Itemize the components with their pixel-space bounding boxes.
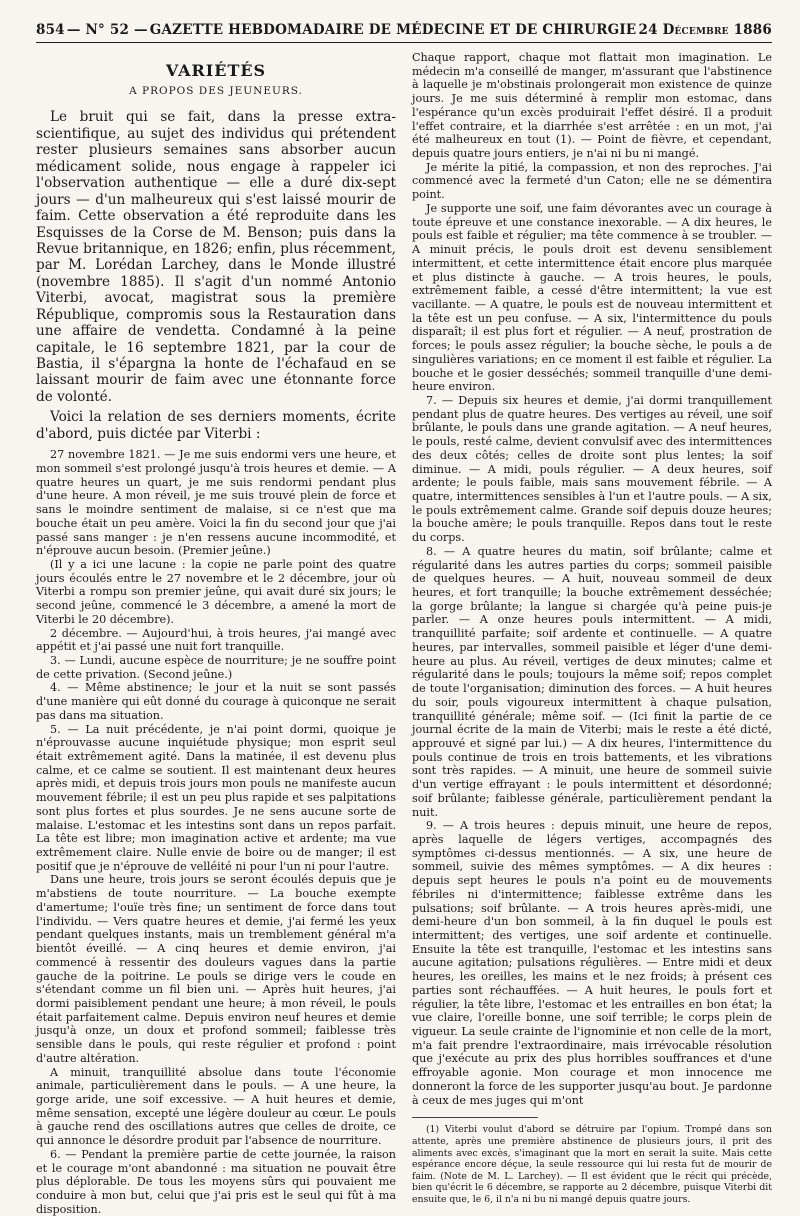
journal-entry: Chaque rapport, chaque mot flattait mon imagination. Le médecin m'a conseillé de manger, m'assurant que l'abstinence à laquelle je m'obstinais prolongerait mon existence de quinze jours. Je me suis déterminé à remplir mon estomac, dans l'espérance qu'un excès produirait l'effet désiré. Il a produit l'effet contraire, et la diarrhée s'est arrêtée : en un mot, j'ai été malheureux en tout (1). — Point de fièvre, et cependant, depuis quatre jours entiers, je n'ai ni bu ni mangé. [412,51,772,161]
footnote [412,1124,772,1205]
journal-entry: Je supporte une soif, une faim dévorantes avec un courage à toute épreuve et une constance inexorable. — A dix heures, le pouls est faible et régulier; ma tête commence à se troubler. — A minuit précis, le pouls droit est devenu sensiblement intermittent, et cette intermittence était encore plus marquée et plus distincte à gauche. — A trois heures, le pouls, extrêmement faible, a cessé d'être intermittent; la vue est vacillante. — A quatre, le pouls est de nouveau intermittent et la tête est un peu confuse. — A six, l'intermittence du pouls disparaît; il est plus fort et régulier. — A neuf, prostration de forces; le pouls assez régulier; la bouche sèche, le pouls a de singulières variations; en ce moment il est faible et régulier. La bouche et le gosier desséchés; sommeil tranquille d'une demi-heure environ. [412,201,772,394]
journal-entry: 8. — A quatre heures du matin, soif brûlante; calme et régularité dans les autres parties du corps; sommeil paisible de quelques heures. — A huit, nouveau sommeil de deux heures, et fort tranquille; la bouche extrêmement desséchée; la gorge brûlante; la langue si chargée qu'à peine puis-je parler. — A onze heures pouls intermittent. — A midi, tranquillité parfaite; soif ardente et continuelle. — A quatre heures, par intervalles, sommeil paisible et léger d'une demi-heure au plus. Au réveil, vertiges de deux minutes; calme et régularité dans le pouls; toujours la même soif; repos complet de toute l'organisation; diminution des forces. — A huit heures du soir, pouls vigoureux intermittent à chaque pulsation, tranquillité générale; même soif. — (Ici finit la partie de ce journal écrite de la main de Viterbi; mais le reste a été dicté, approuvé et signé par lui.) — A dix heures, l'intermittence du pouls continue de trois en trois battements, et les vibrations sont très rapides. — A minuit, une heure de sommeil suivie d'un vertige effrayant : le pouls intermittent et désordonné; soif brûlante; faiblesse générale, particulièrement pendant la nuit. [412,544,772,819]
left-column [36,51,396,1216]
footnote-divider [412,1117,538,1118]
journal-entry: 2 décembre. — Aujourd'hui, à trois heures, j'ai mangé avec appétit et j'ai passé une nuit fort tranquille. [36,626,396,654]
right-column [412,51,772,1205]
article-subtitle: A PROPOS DES JEUNEURS. [129,84,303,97]
journal-entry: Dans une heure, trois jours se seront écoulés depuis que je m'abstiens de toute nourriture. — La bouche exempte d'amertume; l'ouïe très fine; un sentiment de force dans tout l'individu. — Vers quatre heures et demie, j'ai fermé les yeux pendant quelques instants, mais un tremblement général m'a bientôt éveillé. — A cinq heures et demie environ, j'ai commencé à ressentir des douleurs vagues dans la partie gauche de la poitrine. Le pouls se dirige vers le coude en s'étendant comme un fil bien uni. — Après huit heures, j'ai dormi paisiblement pendant une heure; à mon réveil, le pouls était parfaitement calme. Depuis environ neuf heures et demie jusqu'à onze, un doux et profond sommeil; faiblesse très sensible dans le pouls, qui reste régulier et profond : point d'autre altération. [36,873,396,1065]
journal-entry: 5. — La nuit précédente, je n'ai point dormi, quoique je n'éprouvasse aucune inquiétude physique; mon esprit seul était extrêmement agité. Dans la matinée, il est devenu plus calme, et ce calme se soutient. Il est maintenant deux heures après midi, et depuis trois jours mon pouls ne manifeste aucun mouvement fébrile; il est un peu plus rapide et ses palpitations sont plus fortes et plus sourdes. Je ne sens aucune sorte de malaise. L'estomac et les intestins sont dans un repos parfait. La tête est libre; mon imagination active et ardente; ma vue extrêmement claire. Nulle envie de boire ou de manger; il est positif que je n'éprouve de velléité ni pour l'un ni pour l'autre. [36,722,396,873]
journal-entry: 4. — Même abstinence; le jour et la nuit se sont passés d'une manière qui eût donné du courage à quiconque ne serait pas dans ma situation. [36,681,396,722]
journal-entries-right [412,51,772,1107]
journal-entry: (Il y a ici une lacune : la copie ne parle point des quatre jours écoulés entre le 27 novembre et le 2 décembre, jour où Viterbi a rompu son premier jeûne, qui avait duré six jours; le second jeûne, commencé le 3 décembre, a amené la mort de Viterbi le 20 décembre). [36,557,396,626]
footnote-text: (1) Viterbi voulut d'abord se détruire par l'opium. Trompé dans son attente, après une première abstinence de plusieurs jours, il prit des aliments avec excès, s'imaginant que la mort en serait la suite. Mais cette espérance encore déçue, la seule ressource qui lui resta fut de mourir de faim. (Note de M. L. Larchey). — Il est évident que le récit qui précède, bien qu'écrit le 6 décembre, se rapporte au 2 décembre, puisque Viterbi dit ensuite que, le 6, il n'a ni bu ni mangé depuis quatre jours. [412,1124,772,1205]
journal-entry: 9. — A trois heures : depuis minuit, une heure de repos, après laquelle de légers vertiges, accompagnés des symptômes ci-dessus mentionnés. — A six, une heure de sommeil, suivie des mêmes symptômes. — A dix heures : depuis sept heures le pouls n'a point eu de mouvements fébriles ni d'intermittence; faiblesse extrême dans les pulsations; soif brûlante. — A trois heures après-midi, une demi-heure d'un bon sommeil, à la fin duquel le pouls est intermittent; des vertiges, une soif ardente et continuelle. Ensuite la tête est tranquille, l'estomac et les intestins sans aucune agitation; pulsations régulières. — Entre midi et deux heures, les oreilles, les mains et le nez froids; à présent ces parties sont réchauffées. — A huit heures, le pouls fort et régulier, la tête libre, l'estomac et les entrailles en bon état; la vue claire, l'oreille bonne, une soif terrible; le corps plein de vigueur. La seule crainte de l'ignominie et non celle de la mort, m'a fait prendre l'extraordinaire, mais irrévocable résolution que j'exécute au prix des plus horribles souffrances et d'une effroyable agonie. Mon courage et mon innocence me donneront la force de les supporter jusqu'au bout. Je pardonne à ceux de mes juges qui m'ont [412,819,772,1107]
journal-entries-left [36,448,396,1216]
intro-paragraph: Voici la relation de ses derniers moments, écrite d'abord, puis dictée par Viterbi : [36,409,396,442]
article-intro [36,109,396,442]
issue-date: 24 Décembre 1886 [638,22,772,38]
journal-entry: 27 novembre 1821. — Je me suis endormi vers une heure, et mon sommeil s'est prolongé jusqu'à trois heures et demie. — A quatre heures un quart, je me suis rendormi pendant plus d'une heure. A mon réveil, je me suis trouvé plein de force et sans le moindre sentiment de malaise, si ce n'est que ma bouche était un peu amère. Voici la fin du second jour que j'ai passé sans manger : je n'en ressens aucune incommodité, et n'éprouve aucun besoin. (Premier jeûne.) [36,448,396,558]
journal-title: GAZETTE HEBDOMADAIRE DE MÉDECINE ET DE CHIRURGIE [149,22,637,38]
issue-number: — N° 52 — [66,22,148,38]
journal-entry: Je mérite la pitié, la compassion, et non des reproches. J'ai commencé avec la fermeté d'un Caton; elle ne se démentira point. [412,160,772,202]
intro-paragraph: Le bruit qui se fait, dans la presse extra-scientifique, au sujet des individus qui prétendent rester plusieurs semaines sans absorber aucun médicament solide, nous engage à rappeler ici l'observation authentique — elle a duré dix-sept jours — d'un malheureux qui s'est laissé mourir de faim. Cette observation a été reproduite dans les Esquisses de la Corse de M. Benson; puis dans la Revue britannique, en 1826; enfin, plus récemment, par M. Lorédan Larchey, dans le Monde illustré (novembre 1885). Il s'agit d'un nommé Antonio Viterbi, avocat, magistrat sous la première République, compromis sous la Restauration dans une affaire de vendetta. Condamné à la peine capitale, le 16 septembre 1821, par la cour de Bastia, il s'épargna la honte de l'échafaud en se laissant mourir de faim avec une étonnante force de volonté. [36,109,396,405]
journal-entry: A minuit, tranquillité absolue dans toute l'économie animale, particulièrement dans le pouls. — A une heure, la gorge aride, une soif excessive. — A huit heures et demie, même sensation, excepté une légère douleur au cœur. Le pouls à gauche rend des oscillations autres que celles de droite, ce qui annonce le désordre produit par l'absence de nourriture. [36,1065,396,1148]
journal-entry: 3. — Lundi, aucune espèce de nourriture; je ne souffre point de cette privation. (Second jeûne.) [36,653,396,681]
journal-entry: 6. — Pendant la première partie de cette journée, la raison et le courage m'ont abandonné : ma situation ne pouvait être plus déplorable. De tous les moyens sûrs qui pouvaient me conduire à mon but, celui que j'ai pris est le seul qui fût à ma disposition. [36,1147,396,1216]
running-header [36,22,772,43]
two-column-body [36,51,772,1216]
page-number: 854 [36,22,65,38]
section-title: VARIÉTÉS [165,61,267,80]
journal-entry: 7. — Depuis six heures et demie, j'ai dormi tranquillement pendant plus de quatre heures. Des vertiges au réveil, une soif brûlante, le pouls dans une grande agitation. — A neuf heures, le pouls, resté calme, devient convulsif avec des intermittences des deux côtés; celles de droite sont plus lentes; la soif diminue. — A midi, pouls régulier. — A deux heures, soif ardente; le pouls faible, mais sans mouvement fébrile. — A quatre, intermittences sensibles à l'un et l'autre pouls. — A six, le pouls extrêmement calme. Grande soif depuis douze heures; la bouche amère; le pouls tranquille. Repos dans tout le reste du corps. [412,393,772,545]
